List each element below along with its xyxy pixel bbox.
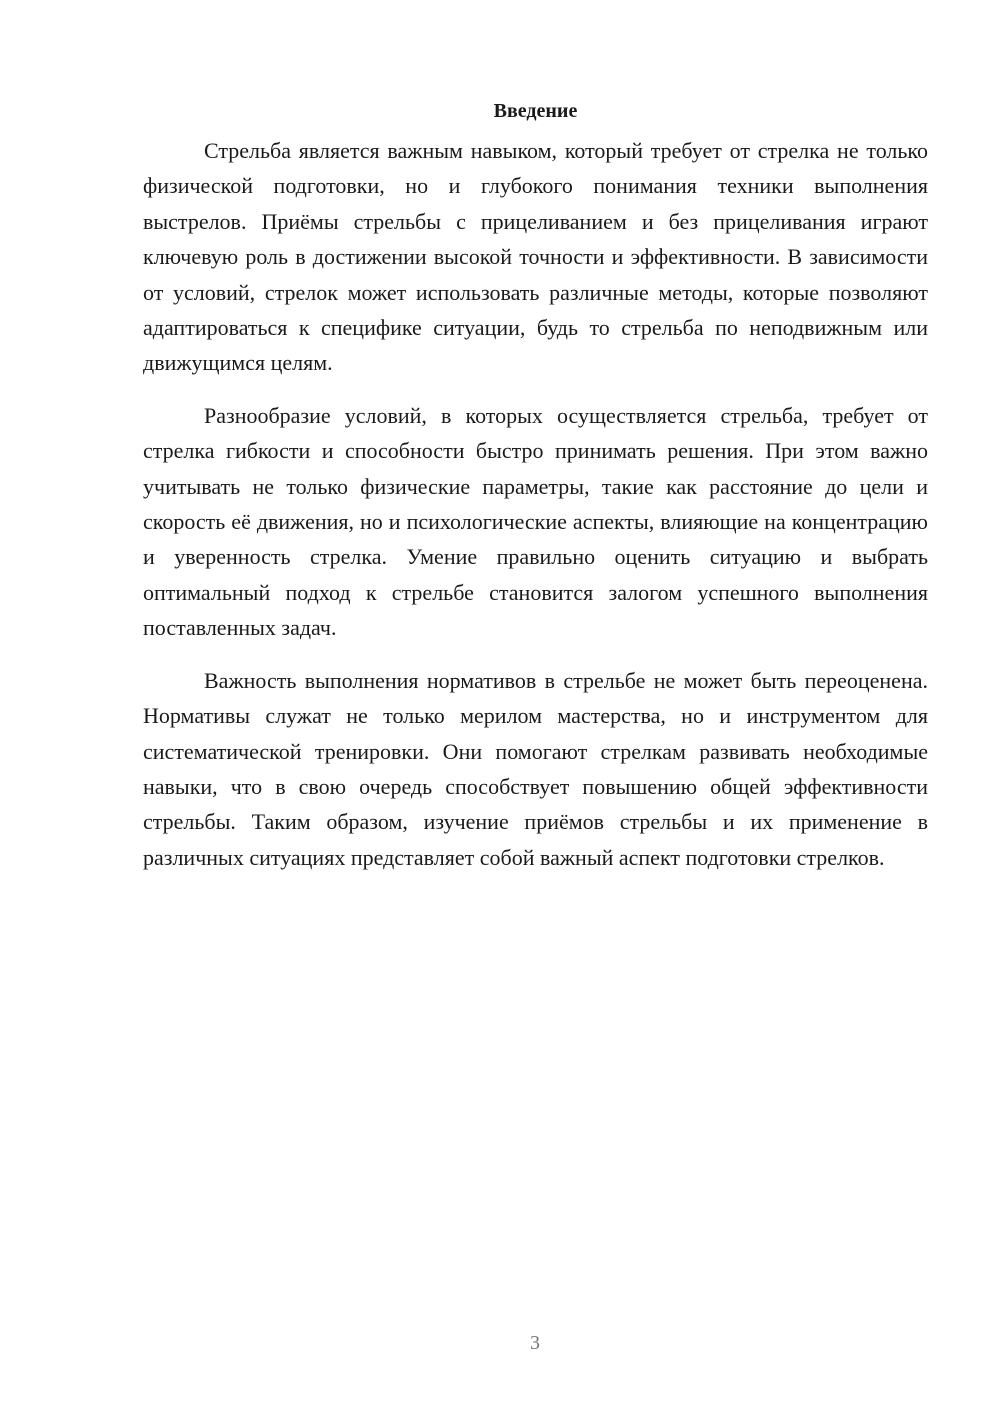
paragraph-3: Важность выполнения нормативов в стрельбе не может быть переоценена. Нормативы служат не только мерилом мастерства, но и инструментом для систематической тренировки. Они помогают стрелкам развивать необходимые навыки, что в свою очередь способствует повышению общей эффективности стрельбы. Таким образом, изучение приёмов стрельбы и их применение в различных ситуациях представляет собой важный аспект подготовки стрелков. [143,667,928,870]
paragraph-1: Стрельба является важным навыком, который требует от стрелка не только физической подготовки, но и глубокого понимания техники выполнения выстрелов. Приёмы стрельбы с прицеливанием и без прицеливания играют ключевую роль в достижении высокой точности и эффективности. В зависимости от условий, стрелок может использовать различные методы, которые позволяют адаптироваться к специфике ситуации, будь то стрельба по неподвижным или движущимся целям. [143,138,928,376]
paragraph-2: Разнообразие условий, в которых осуществляется стрельба, требует от стрелка гибкости и способности быстро принимать решения. При этом важно учитывать не только физические параметры, такие как расстояние до цели и скорость её движения, но и психологические аспекты, влияющие на концентрацию и уверенность стрелка. Умение правильно оценить ситуацию и выбрать оптимальный подход к стрельбе становится залогом успешного выполнения поставленных задач. [143,402,928,641]
section-title: Введение [493,100,578,122]
page-number: 3 [530,1332,540,1354]
document-body [143,92,928,892]
